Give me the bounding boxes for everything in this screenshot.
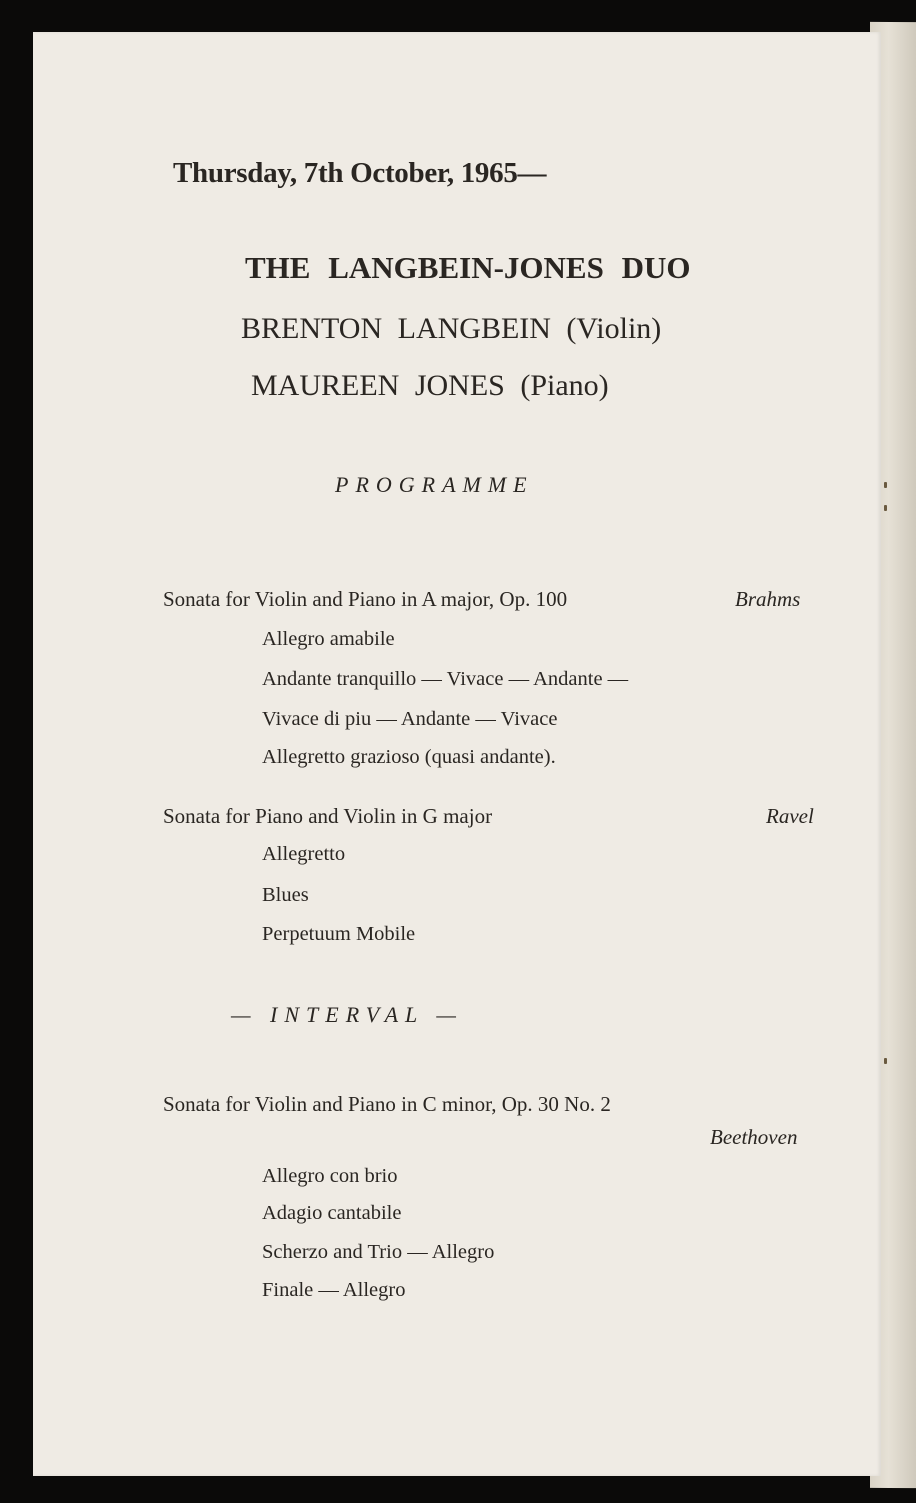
piece-composer: Brahms: [735, 587, 801, 611]
programme-heading: PROGRAMME: [335, 472, 534, 497]
movement: Finale — Allegro: [262, 1279, 406, 1301]
performer-violin: BRENTON LANGBEIN (Violin): [241, 312, 662, 345]
interval-label: — INTERVAL —: [231, 1002, 463, 1027]
movement: Vivace di piu — Andante — Vivace: [262, 708, 558, 730]
piece-title: Sonata for Piano and Violin in G major: [163, 804, 493, 828]
movement: Allegro amabile: [262, 628, 395, 650]
movement: Allegretto: [262, 843, 346, 865]
movement: Scherzo and Trio — Allegro: [262, 1241, 495, 1263]
piece-title: Sonata for Violin and Piano in C minor, Op. 30 No. 2: [163, 1092, 611, 1116]
performer-piano: MAUREEN JONES (Piano): [251, 369, 609, 402]
piece-composer: Beethoven: [710, 1125, 798, 1149]
page-edge-mark: [884, 1058, 887, 1064]
piece-title: Sonata for Violin and Piano in A major, Op. 100: [163, 587, 568, 611]
concert-date: Thursday, 7th October, 1965—: [173, 157, 547, 189]
ensemble-name: THE LANGBEIN-JONES DUO: [245, 250, 691, 285]
piece-composer: Ravel: [766, 804, 814, 828]
page-edge-mark: [884, 505, 887, 511]
programme-page: [33, 32, 881, 1476]
movement: Andante tranquillo — Vivace — Andante —: [262, 668, 629, 690]
movement: Perpetuum Mobile: [262, 923, 416, 945]
page-edge-mark: [884, 482, 887, 488]
movement: Blues: [262, 884, 309, 906]
movement: Allegro con brio: [262, 1165, 398, 1187]
movement: Allegretto grazioso (quasi andante).: [262, 746, 556, 768]
movement: Adagio cantabile: [262, 1202, 402, 1224]
